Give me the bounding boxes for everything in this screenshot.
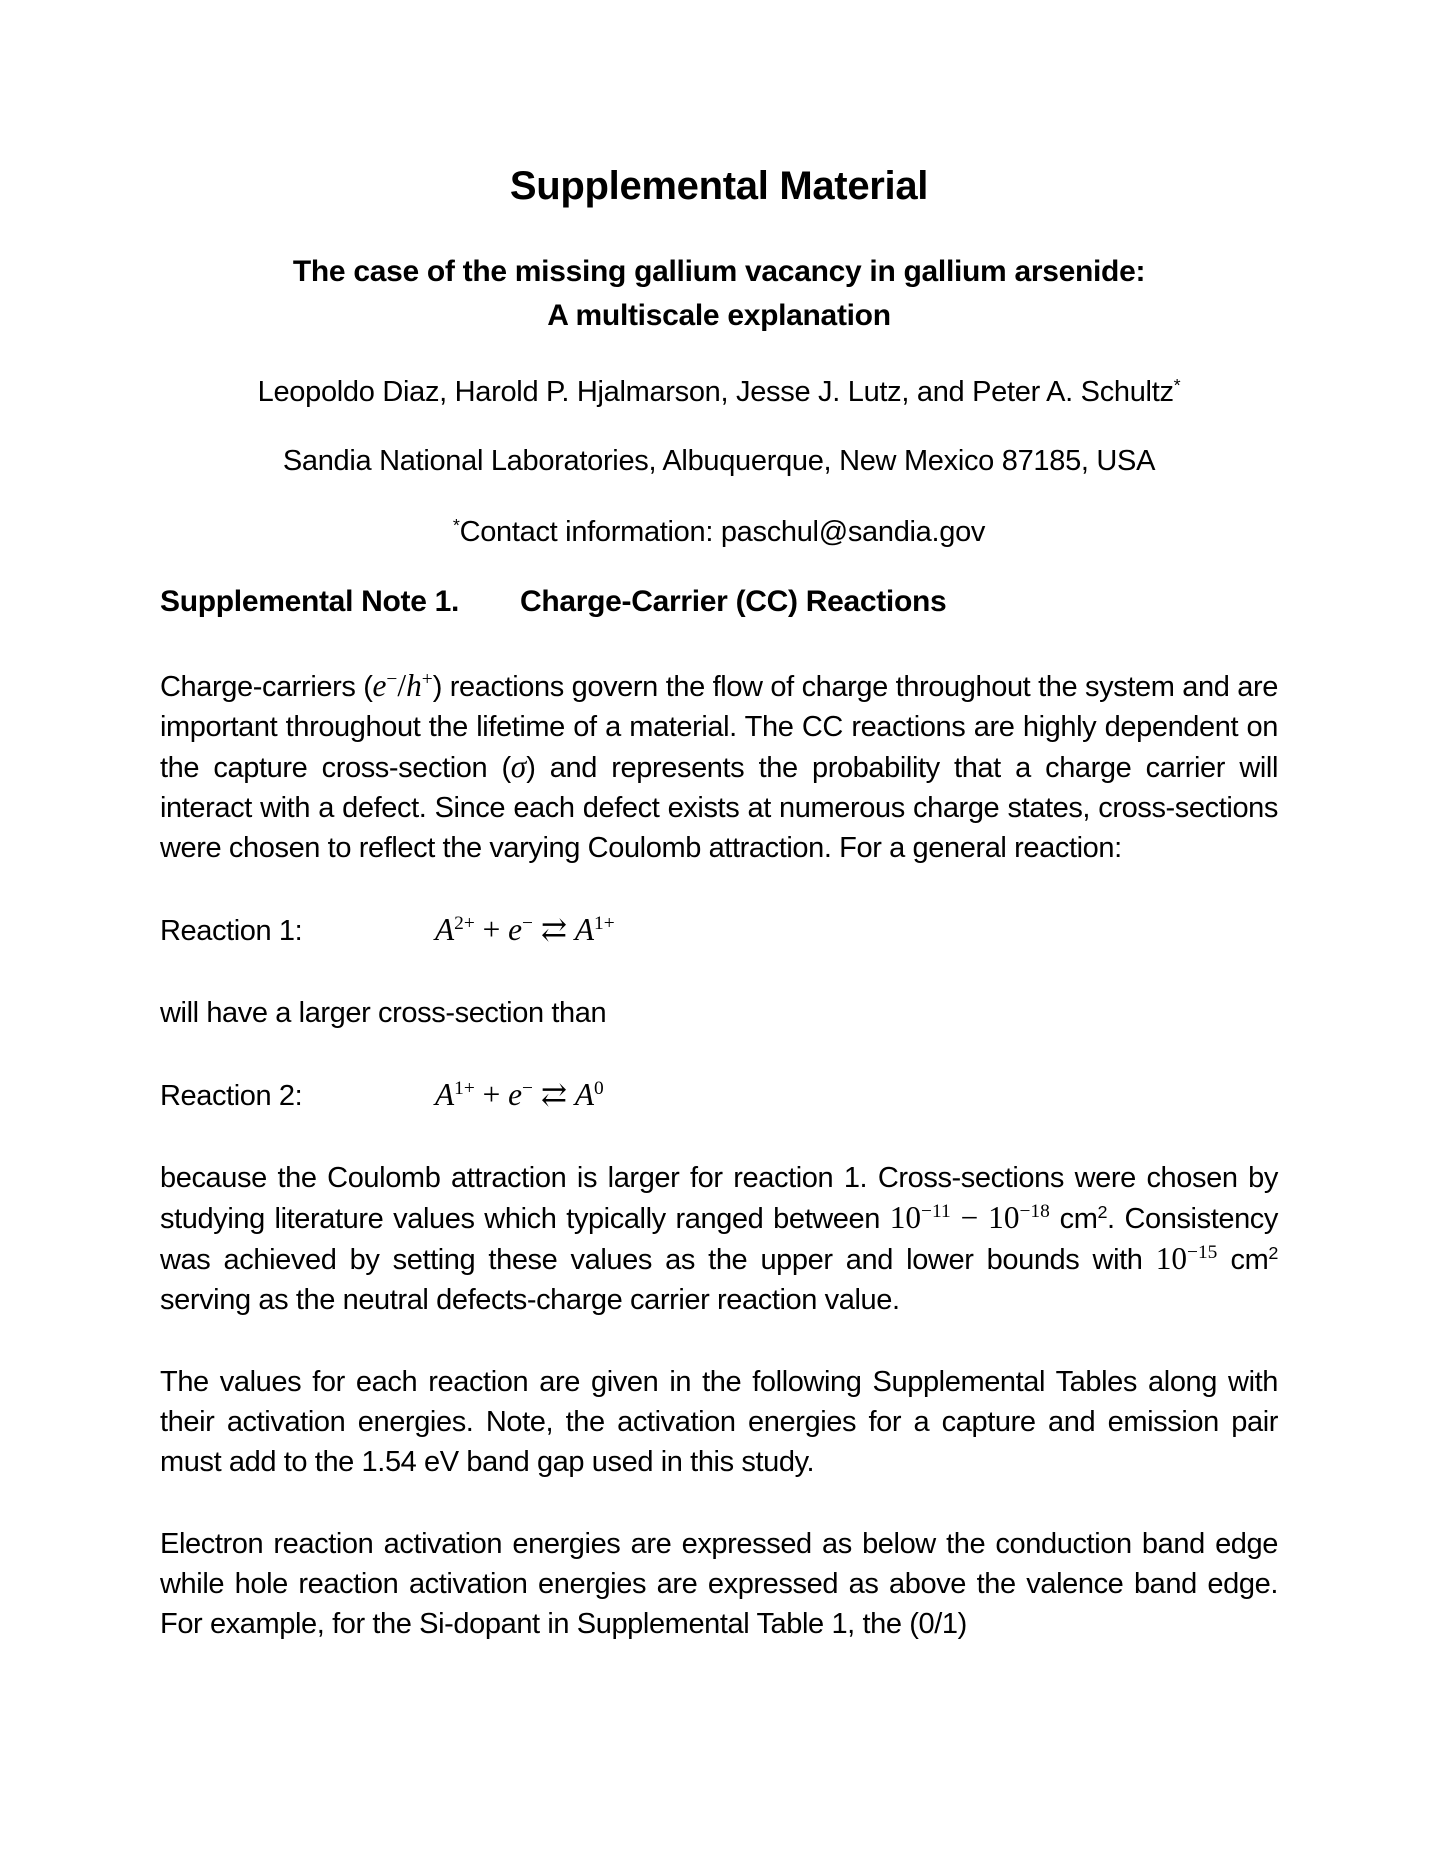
paper-title-line-1: The case of the missing gallium vacancy in gallium arsenide: [292,255,1146,288]
paragraph-intro: Charge-carriers (e−/h+) reactions govern the flow of charge throughout the system and are important throughout the lifetime of a material. The CC reactions are highly dependent on the capture cross-section (σ) and represents the probability that a charge carrier will interact with a defect. Since each defect exists at numerous charge states, cross-sections were chosen to reflect the varying Coulomb attraction. For a general reaction: [160,668,1279,864]
reaction-2-formula: $A^{1+} + e^-$ ⇄ $A^0$ [435,1077,604,1112]
affiliation-line: Sandia National Laboratories, Albuquerque, New Mexico 87185, USA [282,445,1156,477]
note-heading-label: Supplemental Note 1. [160,585,460,618]
document-title: Supplemental Material [509,164,929,208]
reaction-2-label: Reaction 2: [160,1080,303,1112]
reaction-1-label: Reaction 1: [160,915,303,947]
paper-title-line-2: A multiscale explanation [547,299,891,332]
paper-title [160,250,1278,338]
paragraph-because: because the Coulomb attraction is larger for reaction 1. Cross-sections were chosen by studying literature values which typically ranged between $10^{-11} - 10^{-18}$ $cm^2$. Consistency was achieved by setting these values as the upper and lower bounds with $10^{-15}$ $cm^2$ serving as the neutral defects-charge carrier reaction value. [160,1162,1279,1316]
note-heading [160,580,1278,624]
paragraph-values: The values for each reaction are given in the following Supplemental Tables along with their activation energies. Note, the activation energies for a capture and emission pair must add to the 1.54 eV band gap used in this study. [160,1366,1278,1478]
reaction-1-formula: $A^{2+} + e^-$ ⇄ $A^{1+}$ [435,912,615,947]
paragraph-electron: Electron reaction activation energies are expressed as below the conduction band edge while hole reaction activation energies are expressed as above the valence band edge. For example, for the Si-dopant in Supplemental Table 1, the (0/1) [160,1528,1278,1640]
contact-line: *Contact information: paschul@sandia.gov [452,515,986,548]
reaction-1-row [160,910,1278,951]
page-content [160,160,1278,1644]
note-heading-title: Charge-Carrier (CC) Reactions [520,585,947,618]
authors-line: Leopoldo Diaz, Harold P. Hjalmarson, Jesse J. Lutz, and Peter A. Schultz* [257,375,1181,408]
reaction-2-row [160,1075,1278,1116]
paragraph-will-have: will have a larger cross-section than [160,997,607,1029]
